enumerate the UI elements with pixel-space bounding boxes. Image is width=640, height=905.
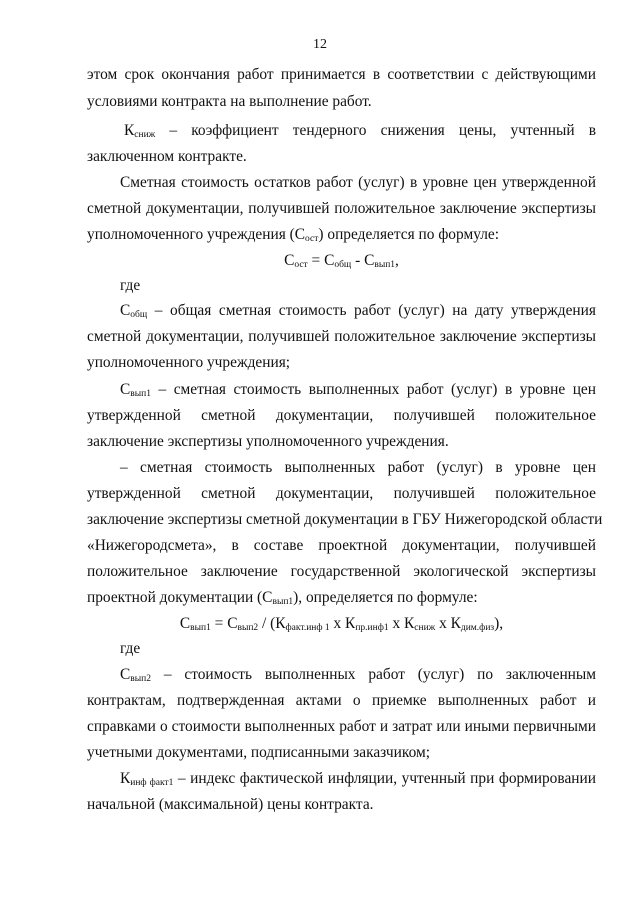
text-line: утвержденной сметной документации, получившей положительное <box>87 407 596 424</box>
text-line: Сметная стоимость остатков работ (услуг) в уровне цен утвержденной <box>120 174 596 191</box>
text-line: где <box>120 640 141 657</box>
formula-part: - С <box>351 252 375 269</box>
page-number: 12 <box>313 37 327 52</box>
formula <box>87 611 596 637</box>
formula-part: = С <box>307 252 335 269</box>
formula-part: ), <box>494 615 504 632</box>
text-fragment: – общая сметная стоимость работ (услуг) на дату утверждения <box>147 302 596 319</box>
text-line: заключенном контракте. <box>87 148 247 165</box>
text-line: начальной (максимальной) цены контракта. <box>87 796 374 813</box>
formula-part: х К <box>329 615 356 632</box>
symbol-subscript: ост <box>305 234 319 244</box>
formula-subscript: вып1 <box>190 623 211 633</box>
formula-subscript: вып1 <box>374 260 396 270</box>
formula-part: С <box>284 252 295 269</box>
text-line: где <box>120 277 141 294</box>
symbol-subscript: вып1 <box>272 597 294 607</box>
text-line: «Нижегородсмета», в составе проектной документации, получившей <box>87 537 596 554</box>
text-fragment: ) определяется по формуле: <box>318 226 500 243</box>
text-line: этом срок окончания работ принимается в соответствии с действующими <box>87 66 596 83</box>
text-fragment: – сметная стоимость выполненных работ (услуг) в уровне цен <box>150 381 596 398</box>
symbol: К <box>124 122 135 139</box>
symbol-subscript: общ <box>130 310 148 320</box>
formula-subscript: дим.физ <box>460 623 495 633</box>
text-line <box>87 585 596 611</box>
text-line <box>124 118 596 144</box>
symbol-subscript: вып2 <box>130 674 151 684</box>
formula-subscript: вып2 <box>237 623 259 633</box>
formula-part: , <box>395 252 399 269</box>
text-fragment: – индекс фактической инфляции, учтенный при формировании <box>173 770 596 787</box>
text-fragment: ), определяется по формуле: <box>293 589 478 606</box>
text-line: сметной документации, получившей положительное заключение экспертизы <box>87 328 596 345</box>
text-line <box>120 662 596 688</box>
formula-part: х К <box>435 615 461 632</box>
symbol: С <box>120 381 131 398</box>
text-line: уполномоченного учреждения; <box>87 354 291 371</box>
text-line: контрактам, подтвержденная актами о приемке выполненных работ и <box>87 692 596 709</box>
text-line <box>87 222 596 248</box>
text-fragment: уполномоченного учреждения (С <box>87 226 306 243</box>
text-line: заключение экспертизы уполномоченного учреждения. <box>87 433 449 450</box>
text-fragment: – коэффициент тендерного снижения цены, учтенный в <box>155 122 596 139</box>
text-fragment: – стоимость выполненных работ (услуг) по заключенным <box>150 666 596 683</box>
symbol: К <box>120 770 131 787</box>
formula-part: / (К <box>258 615 286 632</box>
text-line: положительное заключение государственной экологической экспертизы <box>87 563 596 580</box>
formula-subscript: пр.инф1 <box>355 623 389 633</box>
symbol: С <box>120 302 131 319</box>
formula-part: х К <box>388 615 415 632</box>
text-line: сметной документации, получившей положительное заключение экспертизы <box>87 200 596 217</box>
symbol-subscript: инф факт1 <box>130 778 174 788</box>
text-line: – сметная стоимость выполненных работ (услуг) в уровне цен <box>120 459 596 476</box>
text-line: утвержденной сметной документации, получившей положительное <box>87 485 596 502</box>
symbol-subscript: вып1 <box>130 389 151 399</box>
formula-subscript: ост <box>294 260 308 270</box>
formula-subscript: факт.инф 1 <box>285 623 330 633</box>
text-line: справками о стоимости выполненных работ и затрат или иными первичными <box>87 718 596 735</box>
formula-subscript: сниж <box>414 623 436 633</box>
text-line: учетными документами, подписанными заказчиком; <box>87 744 431 761</box>
text-line <box>120 298 596 324</box>
formula-subscript: общ <box>334 260 352 270</box>
text-line <box>120 377 596 403</box>
formula-part: С <box>179 615 191 632</box>
text-line: условиями контракта на выполнение работ. <box>87 93 372 110</box>
text-line: заключение экспертизы сметной документации в ГБУ Нижегородской области <box>87 511 603 528</box>
text-fragment: проектной документации (С <box>87 589 273 606</box>
symbol: С <box>120 666 131 683</box>
symbol-subscript: сниж <box>134 130 156 140</box>
formula-part: = С <box>210 615 238 632</box>
text-line <box>120 766 596 792</box>
formula <box>87 248 596 274</box>
